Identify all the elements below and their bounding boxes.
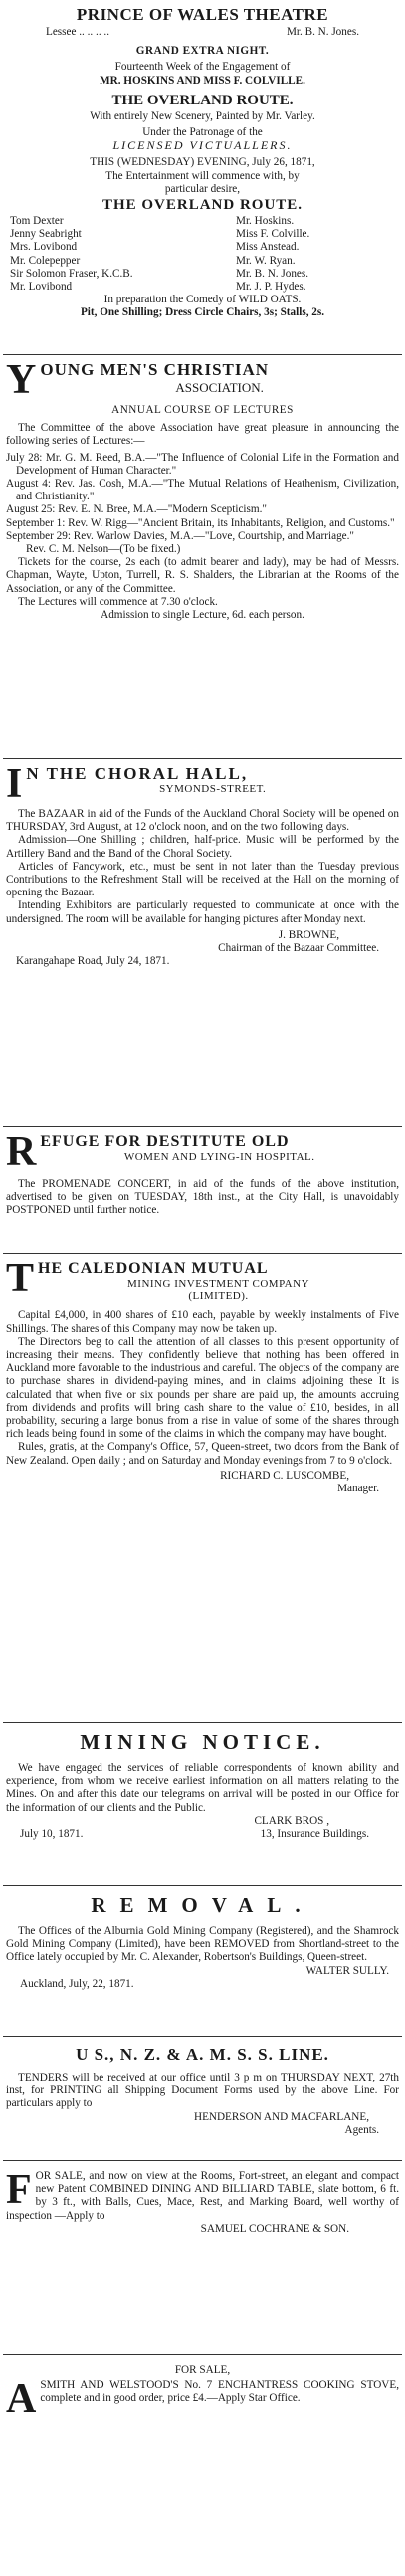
usnz-sig: HENDERSON AND MACFARLANE, (193, 2110, 369, 2123)
caledonian-sig-title: Manager. (337, 1483, 379, 1495)
usnz-body: TENDERS will be received at our office until 3 p m on THURSDAY NEXT, 27th inst, for PRINTING all Shipping Document Forms used by the above Line. For particulars apply to (6, 2072, 399, 2110)
theatre-patronage: Under the Patronage of the (142, 126, 263, 139)
choral-sig-title: Chairman of the Bazaar Committee. (218, 942, 379, 955)
theatre-week: Fourteenth Week of the Engagement of (114, 61, 291, 74)
choral-sig-name: J. BROWNE, (278, 928, 339, 941)
caledonian-sig-name: RICHARD C. LUSCOMBE, (220, 1469, 349, 1482)
divider (3, 1253, 402, 1254)
caledonian-p3: Rules, gratis, at the Company's Office, 57, Queen-street, two doors from the Bank of New Zealand. Open daily ; and on Saturday and Monday evenings from 7 to 9 o'clock. (6, 1441, 399, 1467)
caledonian-ad (6, 1259, 399, 1719)
forsale2-ad (6, 2360, 399, 2572)
theatre-play-title: THE OVERLAND ROUTE. (111, 92, 294, 108)
theatre-commence: The Entertainment will commence with, by (105, 169, 300, 182)
ymca-ad (6, 360, 399, 755)
ymca-lecture: August 4: Rev. Jas. Cosh, M.A.—"The Mutual Relations of Heathenism, Civilization, and Christianity." (6, 478, 399, 503)
forsale1-drop-cap: F (6, 2167, 32, 2213)
choral-street: SYMONDS-STREET. (159, 783, 267, 795)
ymca-tickets: Tickets for the course, 2s each (to admit bearer and lady), may be had of Messrs. Chapman, Wayte, Upton, Turrell, R. S. Shalders, the Librarian at the Rooms of the Association, or any of the Committee. (6, 556, 399, 595)
divider (3, 2160, 402, 2161)
mining-footer (6, 1828, 399, 1841)
theatre-scenery: With entirely New Scenery, Painted by Mr. Varley. (90, 109, 315, 122)
caledonian-header (6, 1259, 399, 1303)
theatre-cast (6, 215, 399, 294)
caledonian-p1: Capital £4,000, in 400 shares of £10 each, payable by weekly instalments of Five Shillings. The shares of this Company may now be taken up. (6, 1309, 399, 1335)
cast-row: Mrs. Lovibond Miss Anstead. (10, 241, 300, 254)
usnz-title: U S., N. Z. & A. M. S. S. LINE. (76, 2045, 329, 2064)
theatre-preparation: In preparation the Comedy of WILD OATS. (103, 294, 302, 306)
forsale2-drop-cap: A (6, 2376, 37, 2423)
forsale1-body: OR SALE, and now on view at the Rooms, Fort-street, an elegant and compact new Patent COMBINED DINING AND BILLIARD TABLE, slate bottom, 6 ft. by 3 ft., with Balls, Cues, Mace, Rest, and Marking Board, well worthy of inspection —Apply to (6, 2170, 399, 2222)
ymca-lecture: September 29: Rev. Warlow Davies, M.A.—"Love, Courtship, and Marriage." (6, 529, 355, 542)
cast-row: Mr. Colepepper Mr. W. Ryan. (10, 254, 296, 267)
choral-p4: Intending Exhibitors are particularly requested to communicate at once with the undersigned. The room will be available for hanging pictures after Monday next. (6, 899, 399, 925)
theatre-ad (6, 4, 399, 351)
divider (3, 1126, 402, 1127)
choral-title: N THE CHORAL HALL, (26, 764, 249, 783)
ymca-lecture: Rev. C. M. Nelson—(To be fixed.) (26, 543, 181, 556)
ymca-title: OUNG MEN'S CHRISTIAN (40, 360, 270, 379)
theatre-night: GRAND EXTRA NIGHT. (135, 45, 270, 58)
caledonian-drop-cap: T (6, 1259, 35, 1301)
forsale2-body-wrap (6, 2376, 399, 2423)
divider (3, 1722, 402, 1723)
choral-header (6, 764, 399, 802)
forsale2-body: SMITH AND WELSTOOD'S No. 7 ENCHANTRESS COOKING STOVE, complete and in good order, price £4.—Apply Star Office. (40, 2379, 399, 2405)
removal-ad (6, 1891, 399, 2033)
ymca-lecture: July 28: Mr. G. M. Reed, B.A.—"The Influence of Colonial Life in the Formation and Development of Human Character." (6, 451, 399, 477)
choral-p1: The BAZAAR in aid of the Funds of the Auckland Choral Society will be opened on THURSDAY, 3rd August, at 12 o'clock noon, and on the two following days. (6, 808, 399, 834)
ymca-title-2: ASSOCIATION. (175, 380, 264, 395)
theatre-desire: particular desire, (164, 182, 241, 195)
choral-drop-cap: I (6, 764, 23, 802)
caledonian-title: HE CALEDONIAN MUTUAL (38, 1260, 269, 1277)
refuge-body: The PROMENADE CONCERT, in aid of the funds of the above institution, advertised to be given on TUESDAY, 18th inst., at the City Hall, is unavoidably POSTPONED until further notice. (6, 1178, 399, 1217)
mining-sig-addr: 13, Insurance Buildings. (260, 1828, 369, 1841)
theatre-play-title-2: THE OVERLAND ROUTE. (101, 197, 304, 214)
refuge-header (6, 1132, 399, 1170)
caledonian-title-3: (LIMITED). (188, 1290, 249, 1303)
ymca-drop-cap: Y (6, 360, 37, 398)
mining-sig-name: CLARK BROS , (254, 1814, 329, 1827)
mining-title: MINING NOTICE. (80, 1730, 325, 1754)
removal-sig: WALTER SULLY. (305, 1964, 389, 1977)
ymca-commence: The Lectures will commence at 7.30 o'clock. (18, 595, 218, 608)
forsale1-sig: SAMUEL COCHRANE & SON. (200, 2222, 349, 2235)
cast-row: Tom Dexter Mr. Hoskins. (10, 215, 295, 228)
removal-body: The Offices of the Alburnia Gold Mining Company (Registered), and the Shamrock Gold Mining Company (Limited), have been REMOVED from Shortland-street to the Office lately occupied by Mr. C. Alexander, Robertson's Buildings, Queen-street. (6, 1925, 399, 1964)
choral-ad (6, 764, 399, 1122)
divider (3, 354, 402, 355)
refuge-title-2: WOMEN AND LYING-IN HOSPITAL. (123, 1151, 315, 1163)
caledonian-title-2: MINING INVESTMENT COMPANY (127, 1278, 310, 1289)
ymca-header (6, 360, 399, 398)
theatre-lessee: Lessee .. .. .. .. Mr. B. N. Jones. (46, 26, 359, 38)
forsale1-ad (6, 2166, 399, 2351)
cast-row: Sir Solomon Fraser, K.C.B. Mr. B. N. Jones. (10, 267, 309, 280)
removal-dateline: Auckland, July, 22, 1871. (20, 1977, 134, 1990)
usnz-ad (6, 2042, 399, 2157)
choral-p3: Articles of Fancywork, etc., must be sent in not later than the Tuesday previous Contributions to the Refreshment Stall will be received at the Hall on the morning of opening the Bazaar. (6, 860, 399, 899)
theatre-prices: Pit, One Shilling; Dress Circle Chairs, 3s; Stalls, 2s. (80, 306, 325, 319)
ymca-intro: The Committee of the above Association have great pleasure in announcing the following series of Lectures:— (6, 422, 399, 448)
forsale1-body-wrap (6, 2167, 399, 2223)
divider (3, 758, 402, 759)
usnz-sig-title: Agents. (344, 2123, 379, 2136)
forsale2-heading: FOR SALE, (174, 2364, 231, 2376)
ymca-lecture: September 1: Rev. W. Rigg—"Ancient Britain, its Inhabitants, Religion, and Customs." (6, 516, 395, 529)
theatre-evening: THIS (WEDNESDAY) EVENING, July 26, 1871, (90, 156, 315, 169)
ymca-admission: Admission to single Lecture, 6d. each person. (101, 609, 304, 622)
refuge-ad (6, 1132, 399, 1250)
divider (3, 2354, 402, 2355)
mining-body: We have engaged the services of reliable correspondents of known ability and experience, from whom we receive earliest information on all matters relating to the Mines. On and after this date our telegrams on arrival will be posted in our Office for the information of our clients and the Public. (6, 1762, 399, 1814)
refuge-title: EFUGE FOR DESTITUTE OLD (40, 1133, 290, 1150)
mining-date: July 10, 1871. (20, 1828, 84, 1841)
cast-row: Jenny Seabright Miss F. Colville. (10, 228, 310, 241)
cast-row: Mr. Lovibond Mr. J. P. Hydes. (10, 281, 306, 294)
refuge-drop-cap: R (6, 1132, 37, 1170)
caledonian-p2: The Directors beg to call the attention of all classes to this present opportunity of increasing their means. They confidently believe that nothing has been offered in Auckland more favorable to the industrious and careful. The objects of the company are to purchase shares in dividend-paying mines, and in claims adjoining these It is calculated that when five or six pounds per share are paid up, the amounts accruing from dividends and profits will bring cash share to the value of £10, besides, in all probability, securing a large bonus from a rise in value of some of the shares through rich leads being found in some of the claims in which the company may have bought. (6, 1335, 399, 1441)
removal-title: REMOVAL. (91, 1893, 314, 1917)
divider (3, 2036, 402, 2037)
mining-ad (6, 1728, 399, 1882)
theatre-engagement: MR. HOSKINS AND MISS F. COLVILLE. (100, 74, 305, 87)
choral-dateline: Karangahape Road, July 24, 1871. (16, 955, 170, 968)
divider (3, 1885, 402, 1886)
ymca-course: ANNUAL COURSE OF LECTURES (111, 404, 294, 416)
theatre-title: PRINCE OF WALES THEATRE (76, 5, 329, 24)
choral-p2: Admission—One Shilling ; children, half-price. Music will be performed by the Artillery Band and the Band of the Choral Society. (6, 834, 399, 860)
ymca-lecture: August 25: Rev. E. N. Bree, M.A.—"Modern Scepticism." (6, 503, 267, 516)
theatre-patrons: LICENSED VICTUALLERS. (112, 138, 293, 153)
